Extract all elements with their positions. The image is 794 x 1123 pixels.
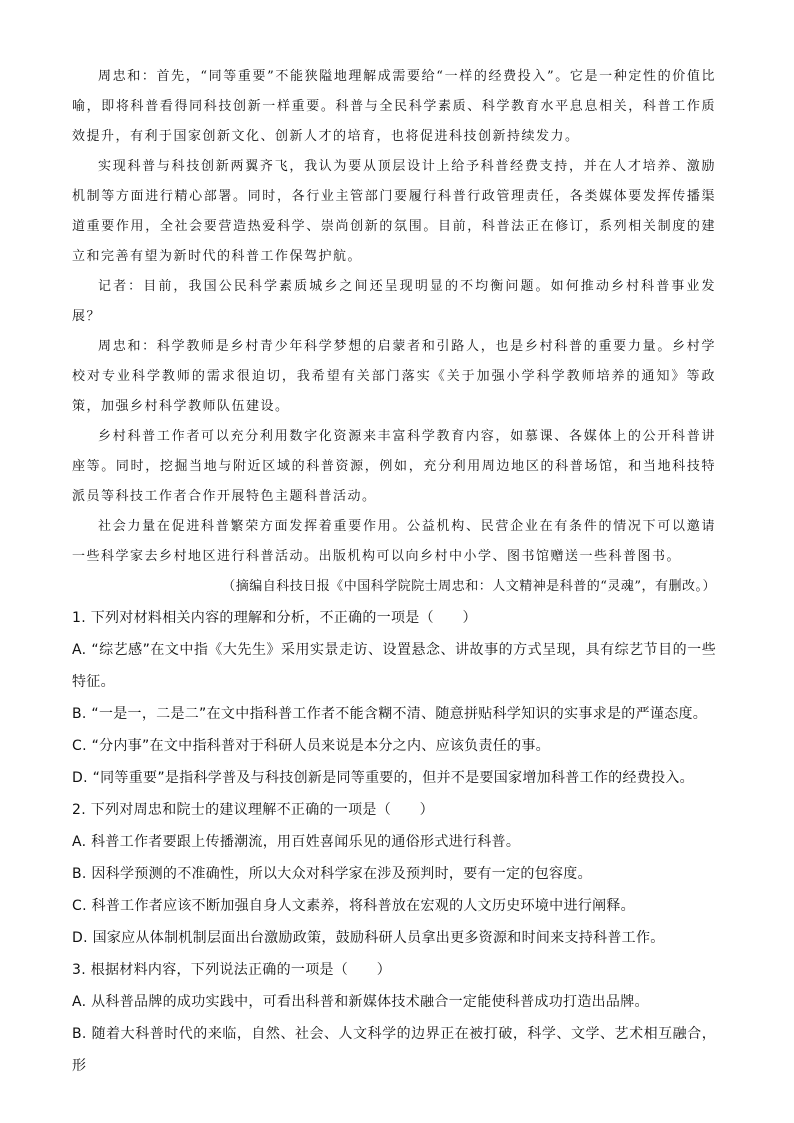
passage-paragraph: 周忠和：科学教师是乡村青少年科学梦想的启蒙者和引路人，也是乡村科普的重要力量。乡村学校对专业科学教师的需求很迫切，我希望有关部门落实《关于加强小学科学教师培养的通知》等政策，加强乡村科学教师队伍建设。 <box>72 339 716 414</box>
option-a: A. 从科普品牌的成功实践中，可看出科普和新媒体技术融合一定能使科普成功打造出品牌。 <box>72 994 649 1010</box>
passage-paragraph: 实现科普与科技创新两翼齐飞，我认为要从顶层设计上给予科普经费支持，并在人才培养、激励机制等方面进行精心部署。同时，各行业主管部门要履行科普行政管理责任，各类媒体要发挥传播渠道重要作用，全社会要营造热爱科学、崇尚创新的氛围。目前，科普法正在修订，系列相关制度的建立和完善有望为新时代的科普工作保驾护航。 <box>72 159 716 264</box>
passage-paragraph: 记者：目前，我国公民科学素质城乡之间还呈现明显的不均衡问题。如何推动乡村科普事业发展？ <box>72 279 716 324</box>
passage-paragraph: 周忠和：首先，“同等重要”不能狭隘地理解成需要给“一样的经费投入”。它是一种定性的价值比喻，即将科普看得同科技创新一样重要。科普与全民科学素质、科学教育水平息息相关，科普工作质效提升，有利于国家创新文化、创新人才的培育，也将促进科技创新持续发力。 <box>72 69 716 144</box>
question-2 <box>72 794 716 954</box>
option-b: B. “一是一，二是二”在文中指科普工作者不能含糊不清、随意拼贴科学知识的实事求是的严谨态度。 <box>72 706 708 722</box>
question-3 <box>72 954 716 1082</box>
reading-passage <box>72 62 716 572</box>
source-citation: （摘编自科技日报《中国科学院院士周忠和：人文精神是科普的“灵魂”，有删改。） <box>222 579 716 594</box>
option-c: C. “分内事”在文中指科普对于科研人员来说是本分之内、应该负责任的事。 <box>72 738 550 754</box>
option-b: B. 随着大科普时代的来临，自然、社会、人文科学的边界正在被打破，科学、文学、艺术相互融合，形 <box>72 1026 716 1074</box>
option-c: C. 科普工作者应该不断加强自身人文素养，将科普放在宏观的人文历史环境中进行阐释。 <box>72 898 635 914</box>
question-stem: 3. 根据材料内容，下列说法正确的一项是（ ） <box>72 962 392 978</box>
question-1 <box>72 602 716 794</box>
option-d: D. 国家应从体制机制层面出台激励政策，鼓励科研人员拿出更多资源和时间来支持科普工作。 <box>72 930 665 946</box>
option-a: A. “综艺感”在文中指《大先生》采用实景走访、设置悬念、讲故事的方式呈现，具有综艺节目的一些特征。 <box>72 642 716 690</box>
question-list <box>72 602 716 1082</box>
option-b: B. 因科学预测的不准确性，所以大众对科学家在涉及预判时，要有一定的包容度。 <box>72 866 592 882</box>
option-a: A. 科普工作者要跟上传播潮流，用百姓喜闻乐见的通俗形式进行科普。 <box>72 834 521 850</box>
question-stem: 2. 下列对周忠和院士的建议理解不正确的一项是（ ） <box>72 802 434 818</box>
question-stem: 1. 下列对材料相关内容的理解和分析，不正确的一项是（ ） <box>72 610 477 626</box>
passage-paragraph: 社会力量在促进科普繁荣方面发挥着重要作用。公益机构、民营企业在有条件的情况下可以邀请一些科学家去乡村地区进行科普活动。出版机构可以向乡村中小学、图书馆赠送一些科普图书。 <box>72 519 716 564</box>
option-d: D. “同等重要”是指科学普及与科技创新是同等重要的，但并不是要国家增加科普工作的经费投入。 <box>72 770 694 786</box>
passage-paragraph: 乡村科普工作者可以充分利用数字化资源来丰富科学教育内容，如慕课、各媒体上的公开科普讲座等。同时，挖掘当地与附近区域的科普资源，例如，充分利用周边地区的科普场馆，和当地科技特派员等科技工作者合作开展特色主题科普活动。 <box>72 429 716 504</box>
